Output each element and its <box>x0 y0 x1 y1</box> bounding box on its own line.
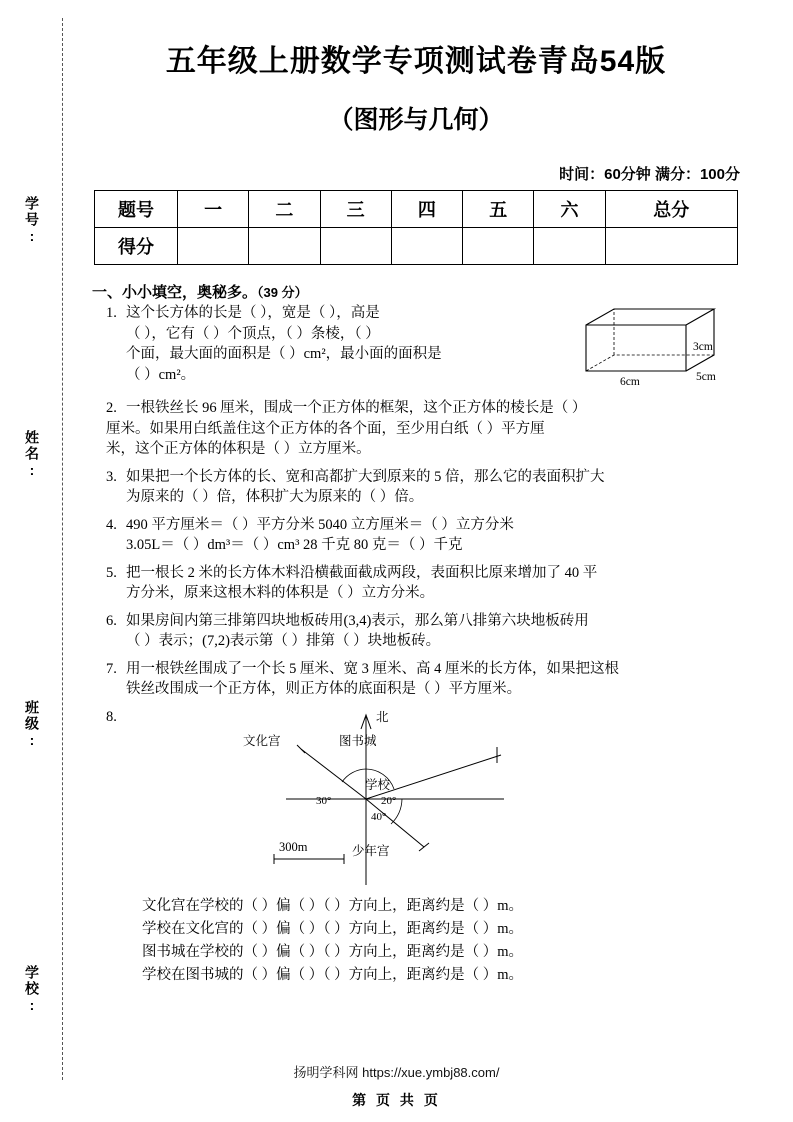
dir-label-school: 学校 <box>365 777 391 792</box>
question-7 <box>106 659 746 700</box>
question-2-line-3: 米，这个正方体的体积是（ ）立方厘米。 <box>106 441 371 457</box>
score-header-0: 题号 <box>95 191 178 228</box>
left-dashed-divider <box>62 18 63 1080</box>
dir-label-book-city: 图书城 <box>339 733 377 748</box>
question-1-line-4 <box>126 365 566 386</box>
dir-label-north: 北 <box>376 709 389 724</box>
cuboid-label-height: 3cm <box>693 341 713 353</box>
question-3-number: 3. <box>106 468 117 485</box>
dir-label-scale: 300m <box>279 839 308 854</box>
question-6-number: 6. <box>106 612 117 629</box>
dir-label-cultural-palace: 文化宫 <box>243 733 281 748</box>
question-list <box>106 303 746 1014</box>
question-3 <box>106 467 746 508</box>
question-7-line-2: 铁丝改围成一个正方体，则正方体的底面积是（ ）平方厘米。 <box>126 681 522 697</box>
table-row-scores <box>95 228 738 265</box>
question-1-number: 1. <box>106 305 117 321</box>
question-8 <box>106 707 746 1007</box>
score-cell-2[interactable] <box>249 228 320 265</box>
question-5-line-2: 方分米，原来这根木料的体积是（ ）立方分米。 <box>126 585 435 601</box>
side-label-class: 班级: <box>24 700 40 750</box>
watermark-text: 扬明学科网 https://xue.ymbj88.com/ <box>293 1065 500 1080</box>
dir-label-angle-right: 20° <box>381 794 397 807</box>
question-6 <box>106 611 746 652</box>
question-1-line-2: （ ），它有（ ）个顶点，（ ）条棱，（ ） <box>126 325 380 342</box>
q8-answer-line-1: 文化宫在学校的（ ）偏（ ）（ ）方向上，距离约是（ ）m。 <box>142 897 524 914</box>
question-4-number: 4. <box>106 516 117 533</box>
score-cell-6[interactable] <box>534 228 605 265</box>
question-5-number: 5. <box>106 564 117 581</box>
cuboid-figure <box>576 303 751 391</box>
question-3-line-1: 如果把一个长方体的长、宽和高都扩大到原来的 5 倍，那么它的表面积扩大 <box>126 468 605 485</box>
score-cell-4[interactable] <box>391 228 462 265</box>
direction-figure <box>243 707 636 892</box>
page-footer: 第 页 共 页 <box>352 1092 441 1108</box>
cuboid-label-depth: 5cm <box>696 371 716 383</box>
question-7-number: 7. <box>106 660 117 677</box>
side-label-student-id: 学号: <box>24 196 40 246</box>
question-5-line-1: 把一根长 2 米的长方体木料沿横截面截成两段，表面积比原来增加了 40 平 <box>126 564 598 581</box>
dir-label-angle-left: 30° <box>316 794 332 807</box>
score-header-4: 四 <box>391 191 462 228</box>
question-4-line-2: 3.05L＝（ ）dm³＝（ ）cm³ 28 千克 80 克＝（ ）千克 <box>126 537 463 553</box>
question-4 <box>106 515 746 556</box>
score-cell-7[interactable] <box>605 228 737 265</box>
dir-label-youth-palace: 少年宫 <box>352 843 390 858</box>
score-row-label: 得分 <box>95 228 178 265</box>
question-1-line-1: 这个长方体的长是（ ），宽是（ ），高是 <box>126 305 380 321</box>
dir-label-angle-down: 40° <box>371 810 387 823</box>
question-6-line-2: （ ）表示；(7,2)表示第（ ）排第（ ）块地板砖。 <box>126 633 441 649</box>
score-header-7: 总分 <box>605 191 737 228</box>
score-header-5: 五 <box>463 191 534 228</box>
side-label-name: 姓名: <box>24 430 40 480</box>
q8-answer-line-3: 图书城在学校的（ ）偏（ ）（ ）方向上，距离约是（ ）m。 <box>142 943 524 960</box>
score-cell-5[interactable] <box>463 228 534 265</box>
page-title: 五年级上册数学专项测试卷青岛54版 <box>165 45 667 78</box>
page-subtitle: （图形与几何） <box>328 106 504 134</box>
score-header-6: 六 <box>534 191 605 228</box>
section-score-text: （39 分） <box>257 285 308 300</box>
question-1-line-3 <box>126 344 566 365</box>
q8-answer-line-4: 学校在图书城的（ ）偏（ ）（ ）方向上，距离约是（ ）m。 <box>142 966 524 983</box>
question-2-line-2: 厘米。如果用白纸盖住这个正方体的各个面，至少用白纸（ ）平方厘 <box>106 420 545 437</box>
question-5 <box>106 563 746 604</box>
section-title-text: 一、小小填空，奥秘多。 <box>92 284 258 301</box>
question-7-line-1: 用一根铁丝围成了一个长 5 厘米、宽 3 厘米、高 4 厘米的长方体，如果把这根 <box>126 660 619 677</box>
score-header-1: 一 <box>178 191 249 228</box>
score-header-2: 二 <box>249 191 320 228</box>
question-1 <box>106 303 746 391</box>
cuboid-label-width: 6cm <box>620 376 640 388</box>
question-2-line-1: 一根铁丝长 96 厘米，围成一个正方体的框架，这个正方体的棱长是（ ） <box>126 400 587 416</box>
score-header-3: 三 <box>320 191 391 228</box>
question-2-number: 2. <box>106 400 117 416</box>
time-and-score-note: 时间：60分钟 满分：100分 <box>559 166 740 183</box>
question-1-line-4-text: （ ）cm²。 <box>126 366 196 383</box>
question-2 <box>106 398 746 460</box>
question-8-number: 8. <box>106 708 117 725</box>
section-heading-fill-in-blanks <box>92 281 308 302</box>
side-label-school: 学校: <box>24 965 40 1015</box>
table-row-header <box>95 191 738 228</box>
score-table <box>94 190 738 265</box>
question-8-answer-lines <box>142 895 742 987</box>
question-3-line-2: 为原来的（ ）倍，体积扩大为原来的（ ）倍。 <box>126 489 424 505</box>
question-4-line-1: 490 平方厘米＝（ ）平方分米 5040 立方厘米＝（ ）立方分米 <box>126 516 514 533</box>
q8-answer-line-2: 学校在文化宫的（ ）偏（ ）（ ）方向上，距离约是（ ）m。 <box>142 920 524 937</box>
score-cell-3[interactable] <box>320 228 391 265</box>
question-1-line-3-text: 个面，最大面的面积是（ ）cm²，最小面的面积是 <box>126 346 442 362</box>
score-cell-1[interactable] <box>178 228 249 265</box>
question-6-line-1: 如果房间内第三排第四块地板砖用(3,4)表示，那么第八排第六块地板砖用 <box>126 612 589 629</box>
